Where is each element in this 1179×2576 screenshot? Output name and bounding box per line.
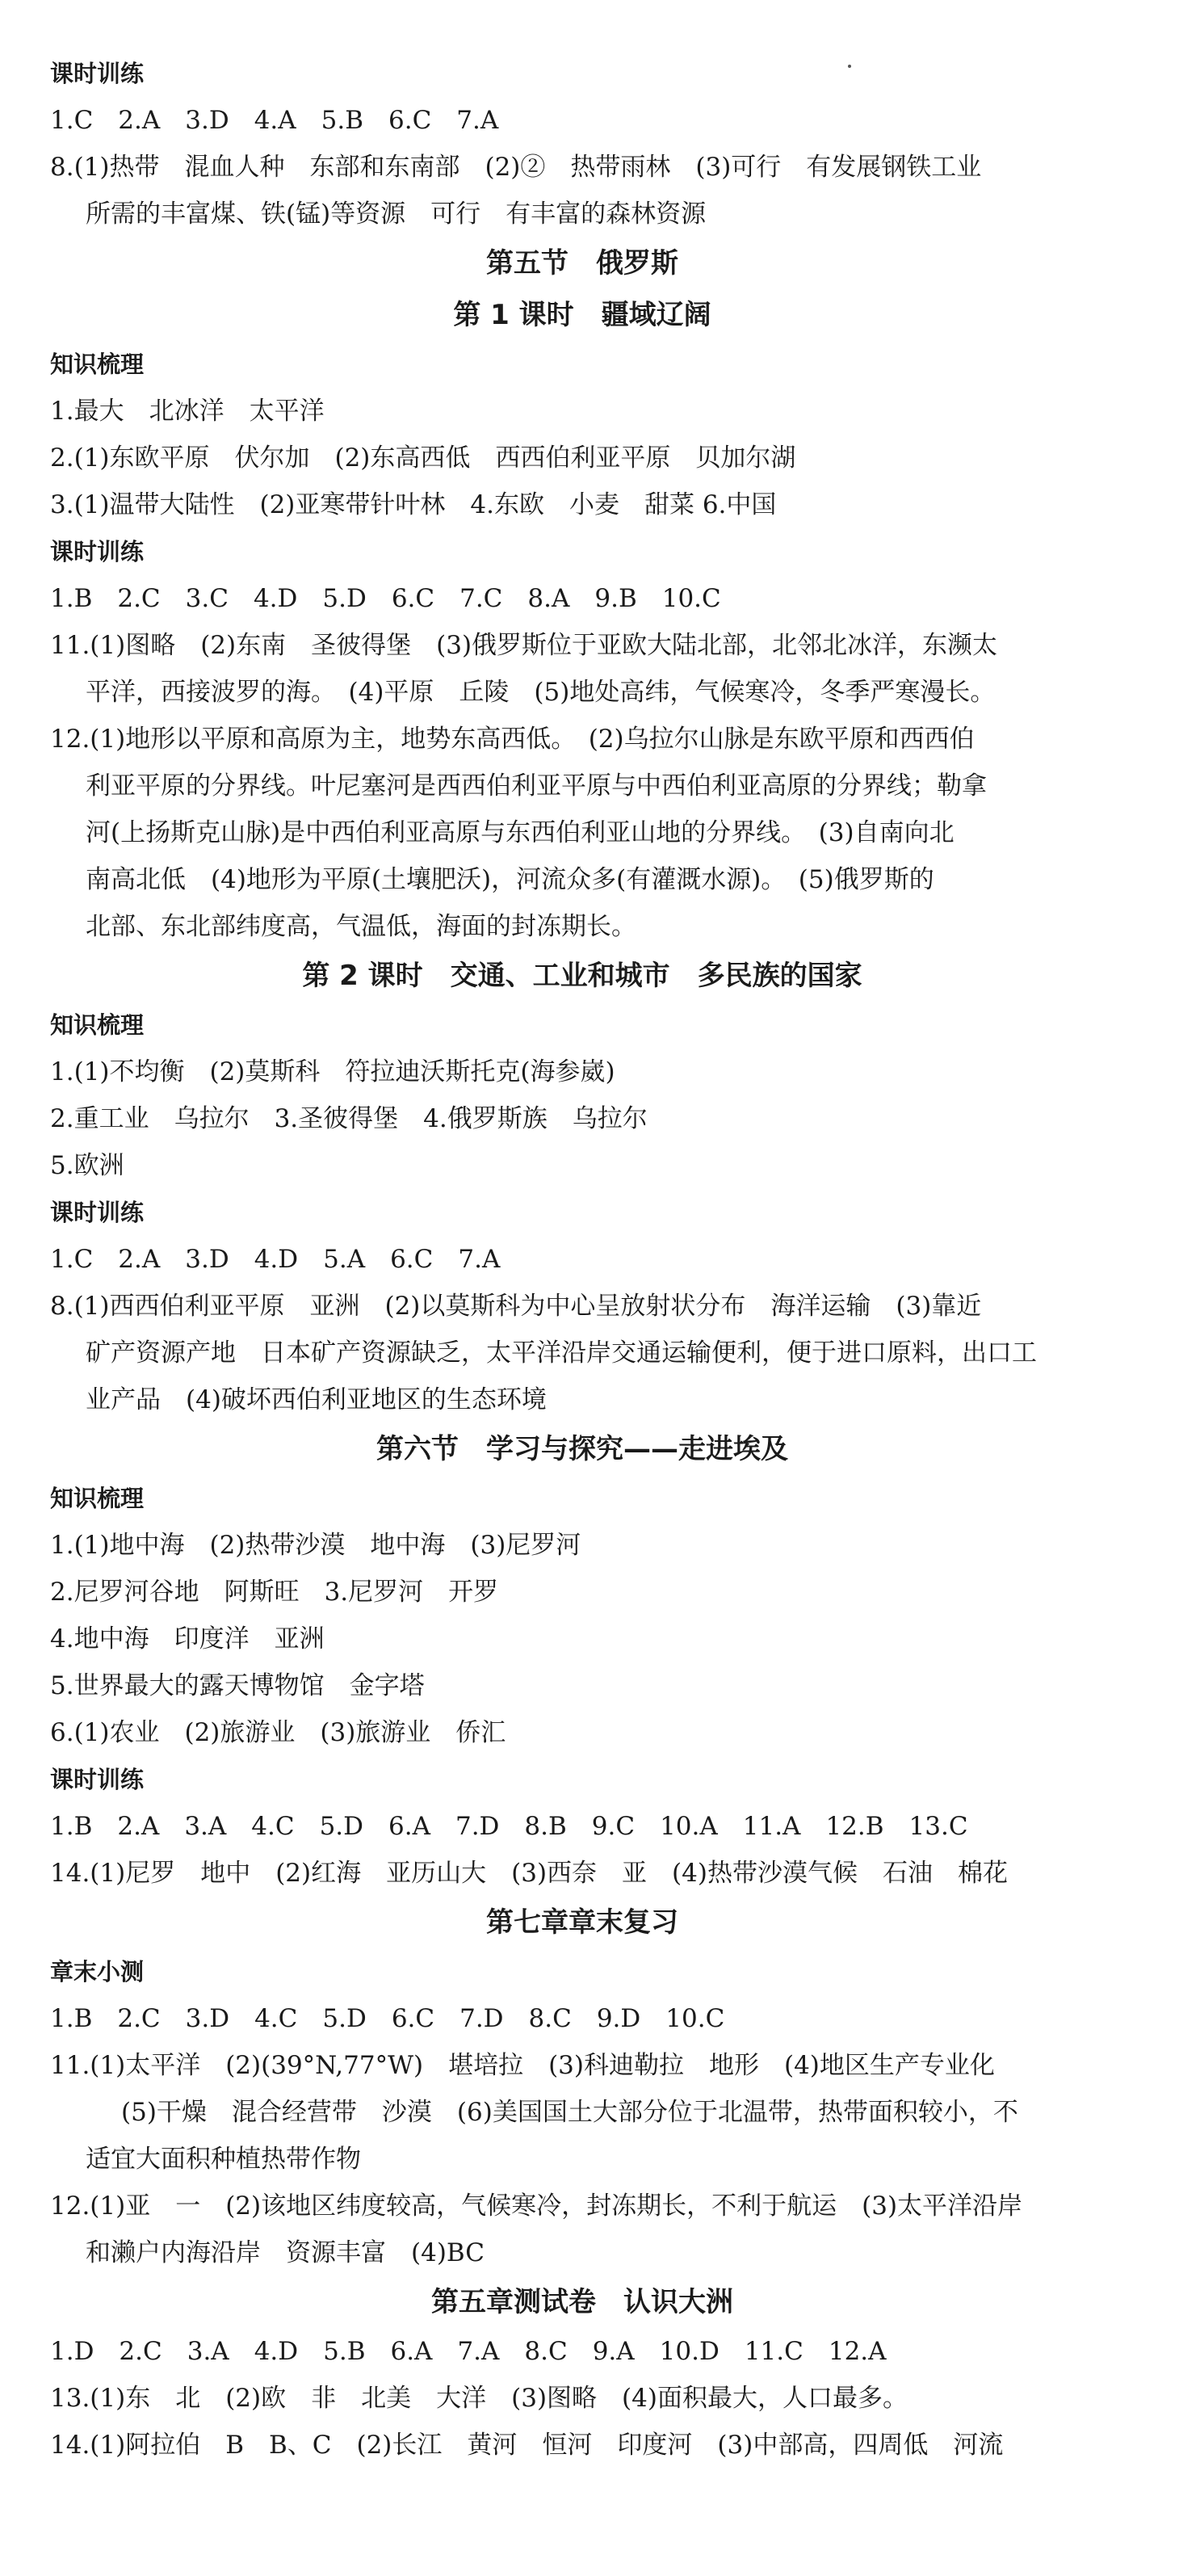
answer-continuation-line: 矿产资源产地 日本矿产资源缺乏，太平洋沿岸交通运输便利，便于进口原料，出口工: [86, 1338, 1037, 1368]
answer-line: 1.(1)不均衡 (2)莫斯科 符拉迪沃斯托克(海参崴): [50, 1057, 615, 1086]
answer-line: 11.(1)图略 (2)东南 圣彼得堡 (3)俄罗斯位于亚欧大陆北部，北邻北冰洋，东濒太: [50, 631, 998, 660]
subsection-label: 课时训练: [50, 538, 145, 565]
answer-line: 5.欧洲: [50, 1151, 124, 1180]
answer-line: 12.(1)亚 一 (2)该地区纬度较高，气候寒冷，封冻期长，不利于航运 (3)太平洋沿岸: [50, 2191, 1023, 2221]
answer-continuation-line: 所需的丰富煤、铁(锰)等资源 可行 有丰富的森林资源: [86, 200, 707, 229]
section-heading: 第 1 课时 疆域辽阔: [453, 299, 711, 331]
answer-line: 5.世界最大的露天博物馆 金字塔: [50, 1671, 425, 1700]
answer-line: 13.(1)东 北 (2)欧 非 北美 大洋 (3)图略 (4)面积最大，人口最多。: [50, 2384, 908, 2413]
answer-line: 8.(1)热带 混血人种 东部和东南部 (2)② 热带雨林 (3)可行 有发展钢铁工业: [50, 153, 982, 182]
answer-line: 2.重工业 乌拉尔 3.圣彼得堡 4.俄罗斯族 乌拉尔: [50, 1104, 648, 1133]
subsection-label: 课时训练: [50, 1199, 145, 1226]
answer-line: 11.(1)太平洋 (2)(39°N,77°W) 堪培拉 (3)科迪勒拉 地形 (4)地区生产专业化: [50, 2051, 995, 2080]
answer-continuation-line: (5)干燥 混合经营带 沙漠 (6)美国国土大部分位于北温带，热带面积较小，不: [121, 2098, 1018, 2127]
answer-line: 8.(1)西西伯利亚平原 亚洲 (2)以莫斯科为中心呈放射状分布 海洋运输 (3)靠近: [50, 1292, 982, 1321]
answer-continuation-line: 适宜大面积种植热带作物: [86, 2145, 361, 2174]
subsection-label: 章末小测: [50, 1958, 145, 1986]
answer-continuation-line: 利亚平原的分界线。叶尼塞河是西西伯利亚平原与中西伯利亚高原的分界线；勒拿: [86, 771, 987, 801]
subsection-label: 知识梳理: [50, 351, 145, 378]
section-heading: 第五节 俄罗斯: [486, 247, 678, 279]
subsection-label: 课时训练: [50, 60, 145, 87]
answer-continuation-line: 北部、东北部纬度高，气温低，海面的封冻期长。: [86, 912, 636, 941]
answer-line: 1.B 2.A 3.A 4.C 5.D 6.A 7.D 8.B 9.C 10.A 11.A 12.B 13.C: [50, 1812, 968, 1841]
answer-line: 14.(1)阿拉伯 B B、C (2)长江 黄河 恒河 印度河 (3)中部高，四周低 河流: [50, 2431, 1004, 2460]
subsection-label: 知识梳理: [50, 1011, 145, 1039]
answer-line: 2.尼罗河谷地 阿斯旺 3.尼罗河 开罗: [50, 1578, 499, 1607]
section-heading: 第 2 课时 交通、工业和城市 多民族的国家: [302, 960, 862, 992]
subsection-label: 课时训练: [50, 1766, 145, 1793]
answer-continuation-line: 平洋，西接波罗的海。 (4)平原 丘陵 (5)地处高纬，气候寒冷，冬季严寒漫长。: [86, 678, 996, 707]
answer-line: 3.(1)温带大陆性 (2)亚寒带针叶林 4.东欧 小麦 甜菜 6.中国: [50, 490, 777, 519]
section-heading: 第五章测试卷 认识大洲: [431, 2286, 733, 2318]
answer-continuation-line: 南高北低 (4)地形为平原(土壤肥沃)，河流众多(有灌溉水源)。 (5)俄罗斯的: [86, 865, 934, 894]
answer-content: [50, 50, 1147, 2469]
answer-line: 14.(1)尼罗 地中 (2)红海 亚历山大 (3)西奈 亚 (4)热带沙漠气候 石油 棉花: [50, 1859, 1008, 1888]
answer-line: 1.C 2.A 3.D 4.D 5.A 6.C 7.A: [50, 1245, 501, 1274]
scan-speck: [848, 65, 851, 68]
answer-line: 1.B 2.C 3.C 4.D 5.D 6.C 7.C 8.A 9.B 10.C: [50, 584, 721, 613]
answer-continuation-line: 业产品 (4)破坏西伯利亚地区的生态环境: [86, 1385, 547, 1414]
answer-continuation-line: 河(上扬斯克山脉)是中西伯利亚高原与东西伯利亚山地的分界线。 (3)自南向北: [86, 818, 955, 847]
answer-line: 1.最大 北冰洋 太平洋: [50, 397, 325, 426]
answer-line: 1.D 2.C 3.A 4.D 5.B 6.A 7.A 8.C 9.A 10.D 11.C 12.A: [50, 2337, 887, 2366]
subsection-label: 知识梳理: [50, 1485, 145, 1512]
answer-line: 12.(1)地形以平原和高原为主，地势东高西低。 (2)乌拉尔山脉是东欧平原和西西伯: [50, 725, 975, 754]
answer-line: 4.地中海 印度洋 亚洲: [50, 1624, 325, 1654]
answer-line: 6.(1)农业 (2)旅游业 (3)旅游业 侨汇: [50, 1718, 506, 1747]
answer-line: 1.(1)地中海 (2)热带沙漠 地中海 (3)尼罗河: [50, 1531, 581, 1560]
section-heading: 第七章章末复习: [486, 1906, 678, 1939]
answer-continuation-line: 和濑户内海沿岸 资源丰富 (4)BC: [86, 2238, 485, 2267]
answer-line: 1.C 2.A 3.D 4.A 5.B 6.C 7.A: [50, 106, 499, 135]
section-heading: 第六节 学习与探究——走进埃及: [376, 1433, 788, 1465]
answer-line: 2.(1)东欧平原 伏尔加 (2)东高西低 西西伯利亚平原 贝加尔湖: [50, 443, 796, 473]
answer-line: 1.B 2.C 3.D 4.C 5.D 6.C 7.D 8.C 9.D 10.C: [50, 2004, 725, 2033]
